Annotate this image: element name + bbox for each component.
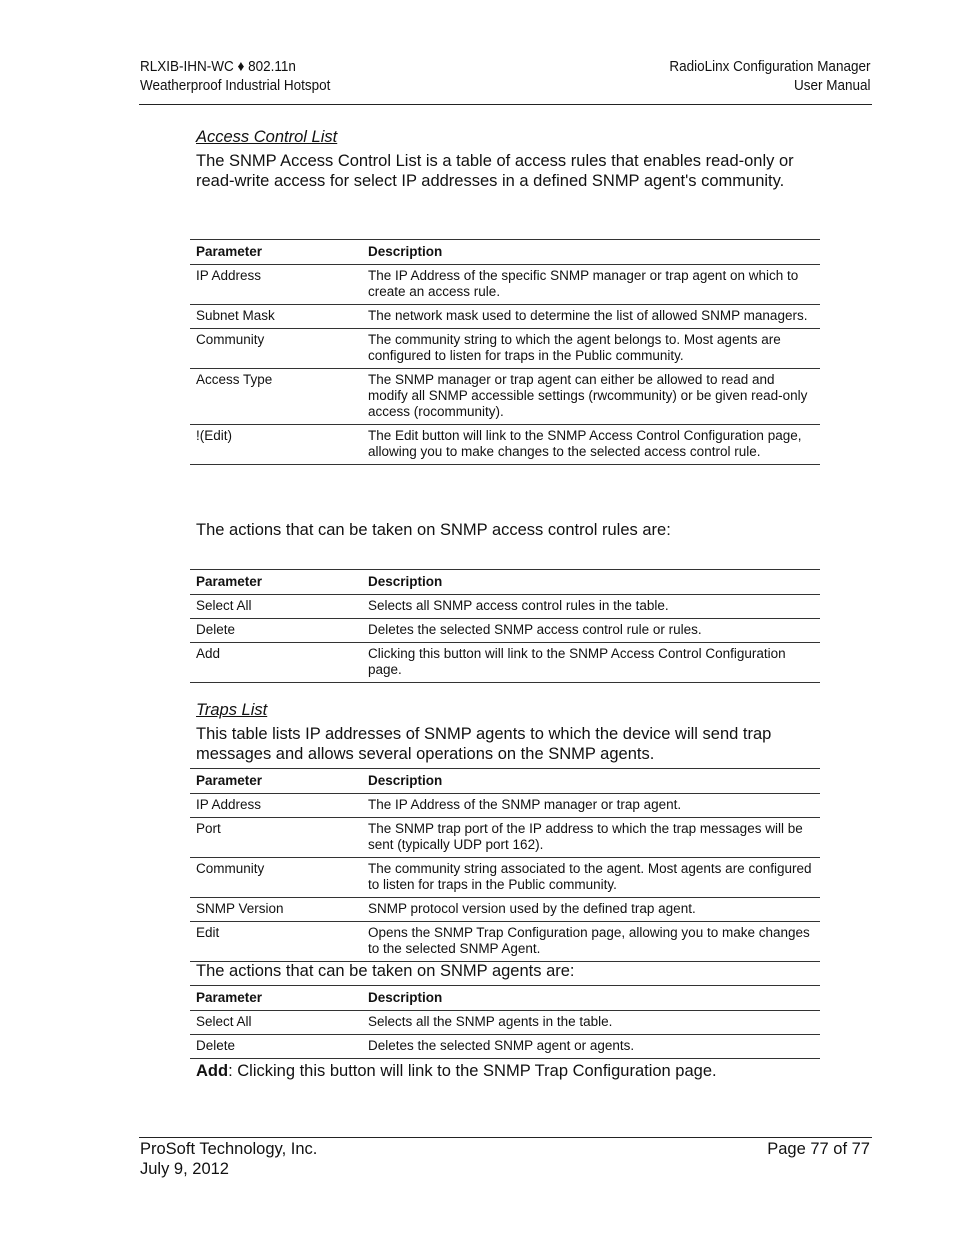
table-row bbox=[190, 305, 820, 329]
parameter-cell: Access Type bbox=[190, 369, 362, 425]
publication-date: July 9, 2012 bbox=[140, 1160, 229, 1178]
table-row bbox=[190, 1011, 820, 1035]
description-cell: The Edit button will link to the SNMP Access Control Configuration page, allowing you to make changes to the selected access control rule. bbox=[362, 425, 820, 465]
column-header-parameter: Parameter bbox=[190, 570, 362, 595]
traps-actions-table bbox=[190, 985, 820, 1059]
table-row bbox=[190, 794, 820, 818]
description-cell: Deletes the selected SNMP access control rule or rules. bbox=[362, 619, 820, 643]
table-row bbox=[190, 619, 820, 643]
product-name: RLXIB-IHN-WC ♦ 802.11n bbox=[140, 58, 296, 75]
table-header-row bbox=[190, 240, 820, 265]
parameter-cell: Delete bbox=[190, 619, 362, 643]
header-left bbox=[140, 57, 330, 95]
add-description: : Clicking this button will link to the SNMP Trap Configuration page. bbox=[228, 1062, 717, 1080]
footer-left bbox=[140, 1139, 317, 1179]
table-row bbox=[190, 922, 820, 962]
parameter-cell: Community bbox=[190, 329, 362, 369]
table-row bbox=[190, 329, 820, 369]
column-header-description: Description bbox=[362, 240, 820, 265]
acl-actions-table bbox=[190, 569, 820, 683]
description-cell: SNMP protocol version used by the defined trap agent. bbox=[362, 898, 820, 922]
column-header-parameter: Parameter bbox=[190, 986, 362, 1011]
table-row bbox=[190, 1035, 820, 1059]
parameter-cell: !(Edit) bbox=[190, 425, 362, 465]
header-right bbox=[669, 57, 870, 95]
description-cell: Selects all SNMP access control rules in the table. bbox=[362, 595, 820, 619]
parameter-cell: Edit bbox=[190, 922, 362, 962]
description-cell: Deletes the selected SNMP agent or agents. bbox=[362, 1035, 820, 1059]
column-header-description: Description bbox=[362, 986, 820, 1011]
page-number: Page 77 of 77 bbox=[767, 1140, 870, 1158]
add-label: Add bbox=[196, 1062, 229, 1080]
table-row bbox=[190, 898, 820, 922]
description-cell: The SNMP manager or trap agent can either be allowed to read and modify all SNMP accessible settings (rwcommunity) or be given read-only access (rocommunity). bbox=[362, 369, 820, 425]
table-row bbox=[190, 818, 820, 858]
parameter-cell: Subnet Mask bbox=[190, 305, 362, 329]
traps-parameter-table bbox=[190, 768, 820, 962]
table-row bbox=[190, 369, 820, 425]
description-cell: The IP Address of the SNMP manager or trap agent. bbox=[362, 794, 820, 818]
acl-actions-intro: The actions that can be taken on SNMP access control rules are: bbox=[196, 521, 671, 539]
table-row bbox=[190, 858, 820, 898]
column-header-description: Description bbox=[362, 769, 820, 794]
table-header-row bbox=[190, 986, 820, 1011]
parameter-cell: Select All bbox=[190, 595, 362, 619]
table-header-row bbox=[190, 570, 820, 595]
product-description: Weatherproof Industrial Hotspot bbox=[140, 77, 331, 94]
column-header-parameter: Parameter bbox=[190, 769, 362, 794]
parameter-cell: Port bbox=[190, 818, 362, 858]
add-action-note bbox=[196, 1061, 717, 1081]
description-cell: The community string to which the agent belongs to. Most agents are configured to listen for traps in the Public community. bbox=[362, 329, 820, 369]
description-cell: The IP Address of the specific SNMP manager or trap agent on which to create an access rule. bbox=[362, 265, 820, 305]
description-cell: Selects all the SNMP agents in the table. bbox=[362, 1011, 820, 1035]
description-cell: Opens the SNMP Trap Configuration page, allowing you to make changes to the selected SNMP Agent. bbox=[362, 922, 820, 962]
table-header-row bbox=[190, 769, 820, 794]
column-header-description: Description bbox=[362, 570, 820, 595]
parameter-cell: IP Address bbox=[190, 265, 362, 305]
table-row bbox=[190, 425, 820, 465]
parameter-cell: SNMP Version bbox=[190, 898, 362, 922]
parameter-cell: Delete bbox=[190, 1035, 362, 1059]
parameter-cell: Add bbox=[190, 643, 362, 683]
company-name: ProSoft Technology, Inc. bbox=[140, 1140, 318, 1158]
acl-parameter-table bbox=[190, 239, 820, 465]
column-header-parameter: Parameter bbox=[190, 240, 362, 265]
acl-section-title: Access Control List bbox=[196, 128, 338, 146]
traps-actions-intro: The actions that can be taken on SNMP agents are: bbox=[196, 962, 575, 980]
table-row bbox=[190, 643, 820, 683]
footer-divider bbox=[139, 1137, 872, 1138]
traps-section-title: Traps List bbox=[196, 701, 268, 719]
parameter-cell: IP Address bbox=[190, 794, 362, 818]
description-cell: The network mask used to determine the list of allowed SNMP managers. bbox=[362, 305, 820, 329]
parameter-cell: Community bbox=[190, 858, 362, 898]
document-type: User Manual bbox=[793, 77, 870, 94]
parameter-cell: Select All bbox=[190, 1011, 362, 1035]
acl-intro-paragraph: The SNMP Access Control List is a table of access rules that enables read-only or read-write access for select IP addresses in a defined SNMP agent's community. bbox=[196, 152, 794, 190]
header-divider bbox=[139, 104, 872, 105]
table-row bbox=[190, 595, 820, 619]
traps-intro-paragraph: This table lists IP addresses of SNMP agents to which the device will send trap messages and allows several operations on the SNMP agents. bbox=[196, 725, 772, 763]
description-cell: The SNMP trap port of the IP address to which the trap messages will be sent (typically UDP port 162). bbox=[362, 818, 820, 858]
table-row bbox=[190, 265, 820, 305]
document-title: RadioLinx Configuration Manager bbox=[668, 58, 870, 75]
description-cell: The community string associated to the agent. Most agents are configured to listen for traps in the Public community. bbox=[362, 858, 820, 898]
description-cell: Clicking this button will link to the SNMP Access Control Configuration page. bbox=[362, 643, 820, 683]
